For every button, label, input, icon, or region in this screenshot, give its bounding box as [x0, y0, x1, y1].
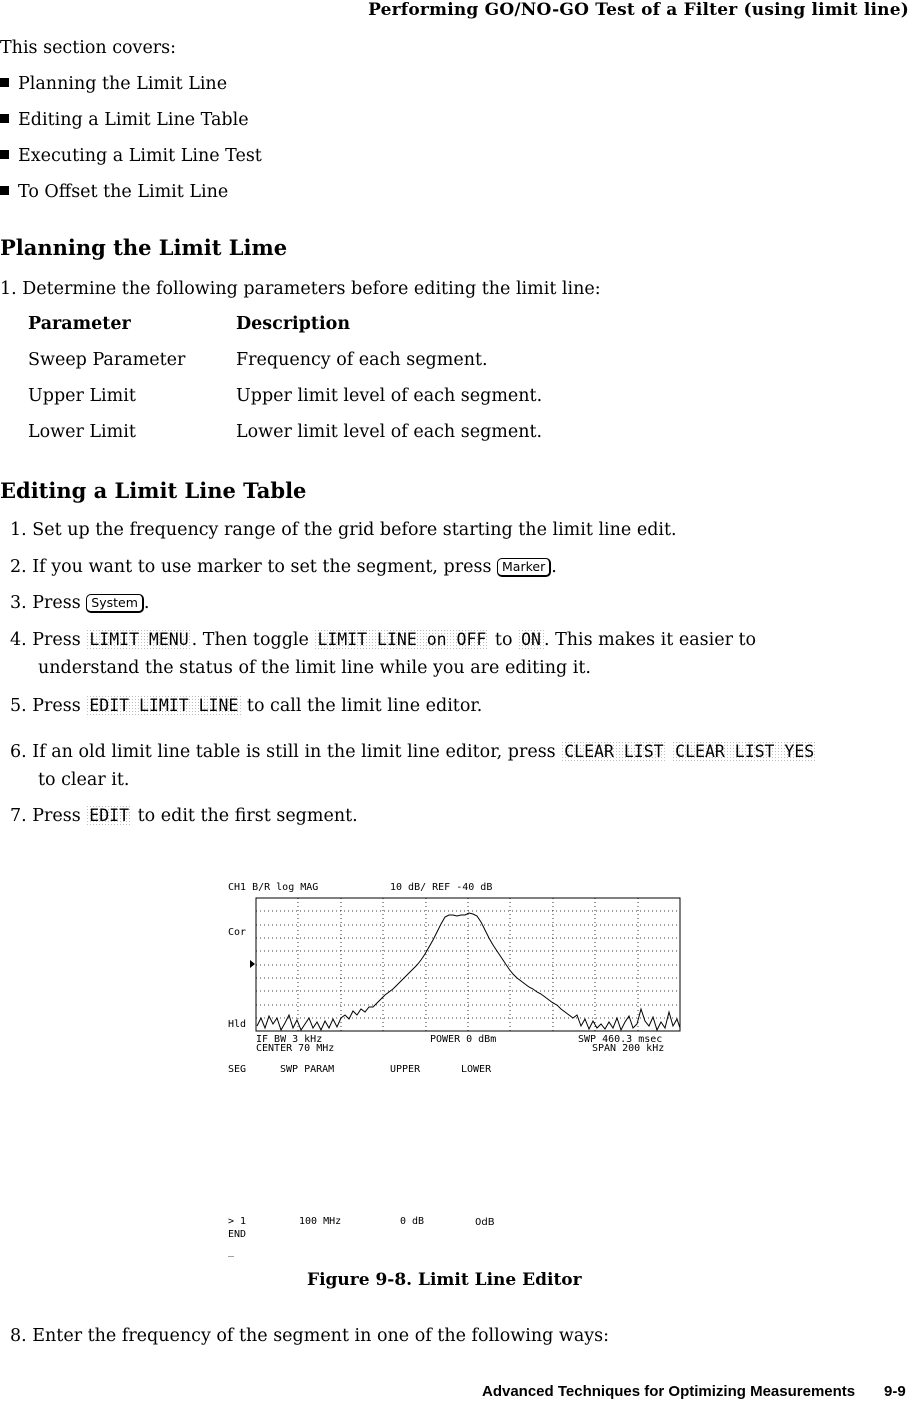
system-key[interactable]: System — [86, 594, 144, 613]
bullet-item: Editing a Limit Line Table — [0, 110, 249, 130]
edit-softkey[interactable]: EDIT — [86, 805, 132, 826]
power-label: POWER 0 dBm — [430, 1034, 497, 1045]
editing-step-6-cont: to clear it. — [38, 770, 130, 790]
param-cell: Sweep Parameter — [28, 350, 186, 370]
sweep-time-label: SWP 460.3 msec — [578, 1034, 663, 1045]
limit-line-toggle-softkey[interactable]: LIMIT LINE on OFF — [314, 629, 489, 650]
footer-title: Advanced Techniques for Optimizing Measurements — [482, 1383, 856, 1400]
if-bw-label: IF BW 3 kHz — [256, 1034, 323, 1045]
bullet-item: Executing a Limit Line Test — [0, 146, 262, 166]
editing-step-8: 8. Enter the frequency of the segment in one of the following ways: — [10, 1326, 610, 1346]
editing-step-3: 3. Press System . — [10, 593, 150, 613]
table-row-seg: > 1 — [228, 1216, 247, 1227]
ref-pointer-icon — [250, 960, 255, 968]
bullet-icon — [0, 114, 9, 123]
bullet-item: To Offset the Limit Line — [0, 182, 228, 202]
table-row-freq: 100 MHz — [299, 1216, 342, 1227]
edit-limit-line-softkey[interactable]: EDIT LIMIT LINE — [86, 695, 241, 716]
table-col-upper: UPPER — [390, 1064, 421, 1075]
bullet-item: Planning the Limit Line — [0, 74, 227, 94]
table-row-lower: 0dB — [475, 1217, 495, 1228]
editing-step-6: 6. If an old limit line table is still in the limit line editor, press CLEAR LIST CLEAR LIST YES — [10, 742, 817, 762]
limit-line-editor-screen — [224, 878, 686, 1268]
trace-grid — [224, 878, 686, 1038]
page-number: 9-9 — [884, 1383, 906, 1400]
hold-label: Hld — [228, 1019, 247, 1030]
table-col-lower: LOWER — [461, 1064, 492, 1075]
bullet-icon — [0, 78, 9, 87]
bullet-icon — [0, 186, 9, 195]
cor-label: Cor — [228, 927, 247, 938]
limit-menu-softkey[interactable]: LIMIT MENU — [86, 629, 191, 650]
table-col-swp-param: SWP PARAM — [280, 1064, 335, 1075]
span-label: SPAN 200 kHz — [592, 1043, 665, 1054]
param-cell: Lower Limit — [28, 422, 136, 442]
clear-list-softkey[interactable]: CLEAR LIST — [561, 741, 666, 762]
desc-cell: Lower limit level of each segment. — [236, 422, 543, 442]
editing-step-7: 7. Press EDIT to edit the first segment. — [10, 806, 358, 826]
desc-column-header: Description — [236, 314, 351, 334]
page-header: Performing GO/NO-GO Test of a Filter (using limit line) — [368, 0, 909, 20]
editing-step-4: 4. Press LIMIT MENU . Then toggle LIMIT LINE on OFF to ON . This makes it easier to — [10, 630, 757, 650]
center-label: CENTER 70 MHz — [256, 1043, 335, 1054]
entry-cursor: _ — [228, 1246, 235, 1257]
on-softkey[interactable]: ON — [518, 629, 544, 650]
param-cell: Upper Limit — [28, 386, 136, 406]
scale-label: 10 dB/ REF -40 dB — [390, 882, 493, 893]
table-row-upper: 0 dB — [400, 1216, 425, 1227]
editing-step-2: 2. If you want to use marker to set the segment, press Marker . — [10, 557, 557, 577]
editing-step-1: 1. Set up the frequency range of the grid before starting the limit line edit. — [10, 520, 677, 540]
section-title-editing: Editing a Limit Line Table — [0, 478, 307, 503]
desc-cell: Upper limit level of each segment. — [236, 386, 543, 406]
channel-label: CH1 B/R log MAG — [228, 882, 319, 893]
param-column-header: Parameter — [28, 314, 131, 334]
desc-cell: Frequency of each segment. — [236, 350, 488, 370]
figure-caption: Figure 9-8. Limit Line Editor — [307, 1270, 582, 1290]
editing-step-5: 5. Press EDIT LIMIT LINE to call the limit line editor. — [10, 696, 483, 716]
intro-text: This section covers: — [0, 38, 177, 58]
bullet-icon — [0, 150, 9, 159]
clear-list-yes-softkey[interactable]: CLEAR LIST YES — [672, 741, 817, 762]
table-end-label: END — [228, 1229, 247, 1240]
editing-step-4-cont: understand the status of the limit line while you are editing it. — [38, 658, 591, 678]
section-title-planning: Planning the Limit Lime — [0, 235, 288, 260]
planning-step-1: 1. Determine the following parameters before editing the limit line: — [0, 279, 601, 299]
table-col-seg: SEG — [228, 1064, 247, 1075]
marker-key[interactable]: Marker — [497, 558, 551, 577]
